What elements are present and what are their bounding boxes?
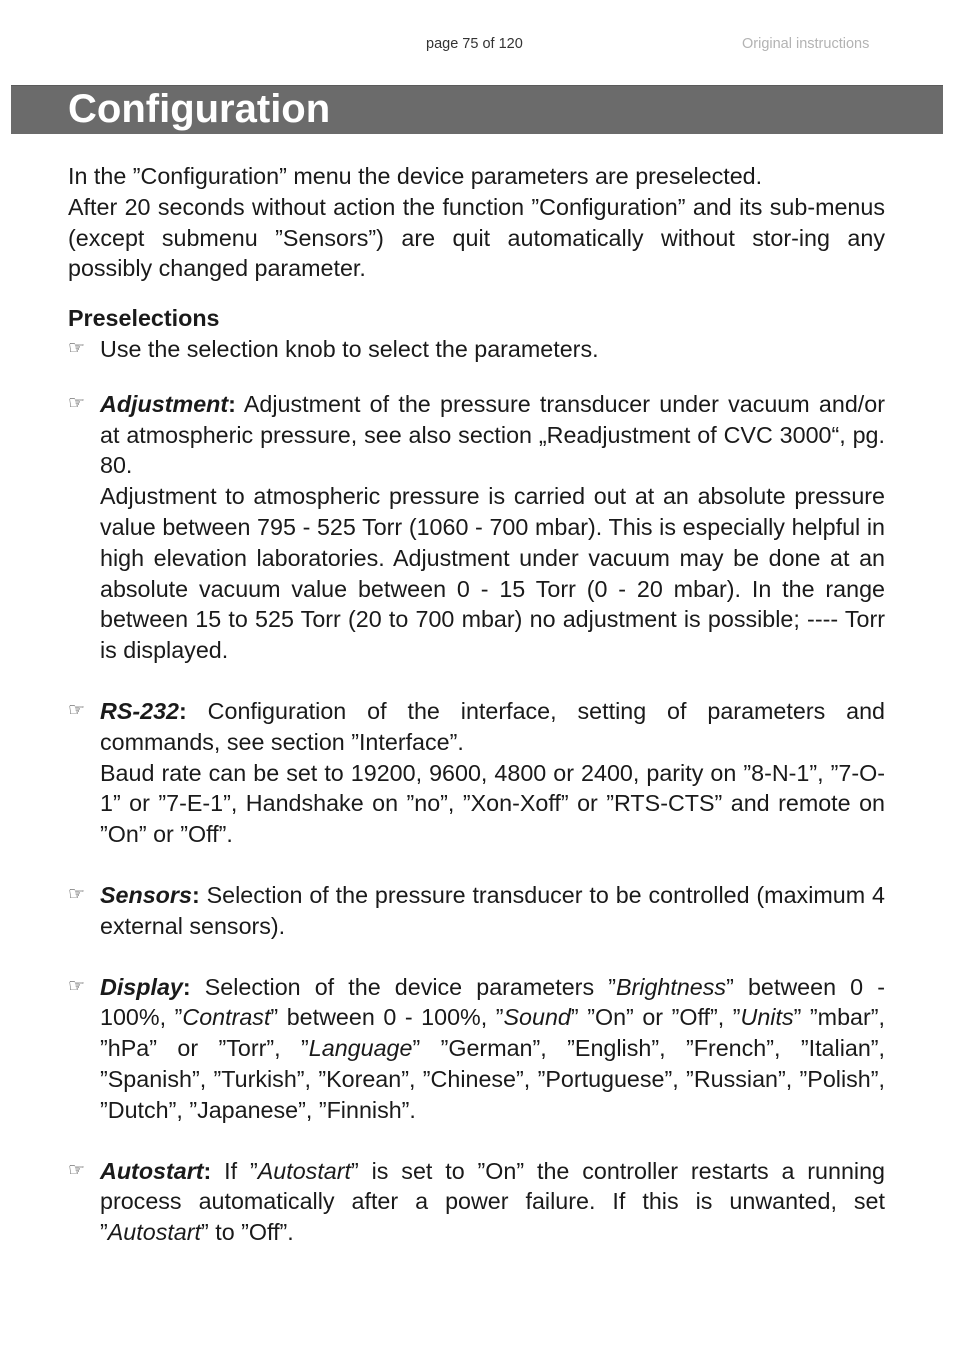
display-term: Display xyxy=(100,973,183,1000)
autostart-description: Autostart: If ”Autostart” is set to ”On” the controller restarts a running process automatically after a power failure. If this is unwanted, set ”Autostart” to ”Off”. xyxy=(100,1157,885,1246)
page-title: Configuration xyxy=(68,87,331,131)
section-title-bar xyxy=(11,85,943,134)
rs232-detail: Baud rate can be set to 19200, 9600, 4800 or 2400, parity on ”8-N-1”, ”7-O-1” or ”7-E-1”, Handshake on ”no”, ”Xon-Xoff” or ”RTS-CTS” and remote on ”On” or ”Off”. xyxy=(100,759,885,848)
rs232-text: Configuration of the interface, setting of parameters and commands, see section ”Interface”. xyxy=(100,697,885,755)
instruction-text: Use the selection knob to select the parameters. xyxy=(100,335,599,362)
list-item-instruction xyxy=(68,334,885,365)
adjustment-description: Adjustment: Adjustment of the pressure transducer under vacuum and/or at atmospheric pressure, see also section „Readjustment of CVC 3000“, pg. 80. xyxy=(100,390,885,479)
page-content xyxy=(68,161,885,1248)
autostart-term: Autostart xyxy=(100,1157,204,1184)
pointing-hand-icon: ☞ xyxy=(68,883,86,905)
adjustment-text: Adjustment of the pressure transducer under vacuum and/or at atmospheric pressure, see also section „Readjustment of CVC 3000“, pg. 80. xyxy=(100,390,885,479)
list-item-display xyxy=(68,972,885,1126)
list-item-autostart xyxy=(68,1156,885,1248)
pointing-hand-icon: ☞ xyxy=(68,392,86,414)
intro-line-2: After 20 seconds without action the function ”Configuration” and its sub-menus (except submenu ”Sensors”) are quit automatically without stor-ing any possibly changed parameter. xyxy=(68,193,885,282)
list-item-adjustment xyxy=(68,389,885,666)
preselections-heading: Preselections xyxy=(68,305,220,332)
pointing-hand-icon: ☞ xyxy=(68,1159,86,1181)
pointing-hand-icon: ☞ xyxy=(68,699,86,721)
sensors-term: Sensors xyxy=(100,881,192,908)
adjustment-detail: Adjustment to atmospheric pressure is carried out at an absolute pressure value between 795 - 525 Torr (1060 - 700 mbar). This is especially helpful in high elevation laboratories. Adjustment under vacuum may be done at an absolute vacuum value between 0 - 15 Torr (0 - 20 mbar). In the range between 15 to 525 Torr (20 to 700 mbar) no adjustment is possible; ---- Torr is displayed. xyxy=(100,483,885,664)
intro-text xyxy=(68,161,885,284)
rs232-description: RS-232: Configuration of the interface, setting of parameters and commands, see section ”Interface”. xyxy=(100,697,885,755)
page-number: page 75 of 120 xyxy=(426,36,523,52)
list-item-rs232 xyxy=(68,696,885,850)
document-type-label: Original instructions xyxy=(742,36,870,52)
intro-line-1: In the ”Configuration” menu the device parameters are preselected. xyxy=(68,163,763,189)
display-description: Display: Selection of the device parameters ”Brightness” between 0 - 100%, ”Contrast” between 0 - 100%, ”Sound” ”On” or ”Off”, ”Units” ”mbar”, ”hPa” or ”Torr”, ”Language” ”German”, ”English”, ”French”, ”Italian”, ”Spanish”, ”Turkish”, ”Korean”, ”Chinese”, ”Portuguese”, ”Russian”, ”Polish”, ”Dutch”, ”Japanese”, ”Finnish”. xyxy=(100,973,886,1123)
sensors-description: Sensors: Selection of the pressure transducer to be controlled (maximum 4 external sensors). xyxy=(100,881,885,939)
sensors-text: Selection of the pressure transducer to be controlled (maximum 4 external sensors). xyxy=(100,881,885,939)
adjustment-term: Adjustment xyxy=(100,390,229,417)
pointing-hand-icon: ☞ xyxy=(68,975,86,997)
pointing-hand-icon: ☞ xyxy=(68,337,86,359)
rs232-term: RS-232 xyxy=(100,697,179,724)
list-item-sensors xyxy=(68,880,885,942)
